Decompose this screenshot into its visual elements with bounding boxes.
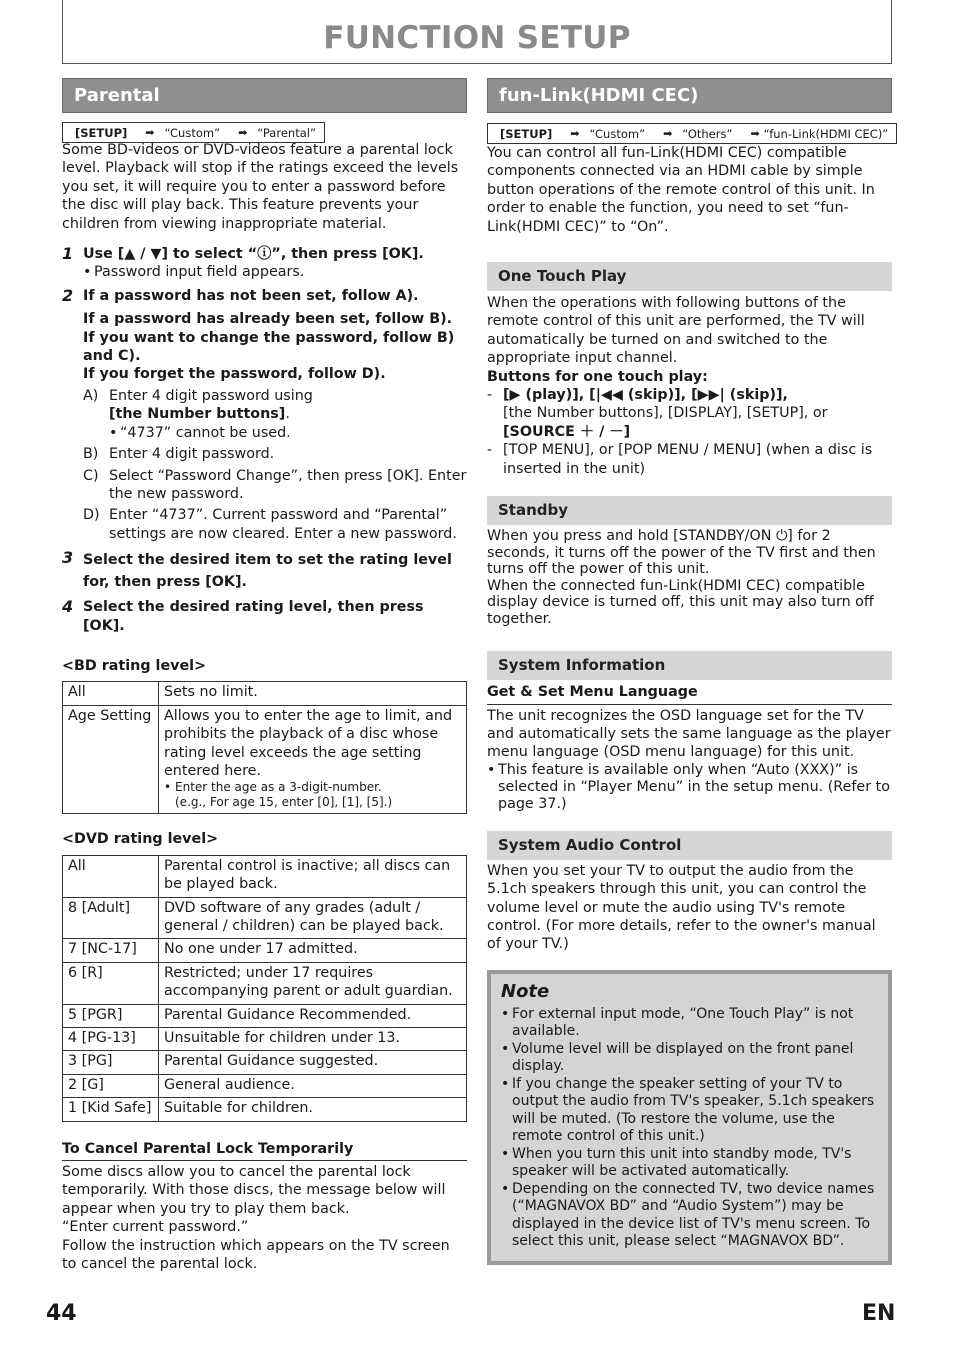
menu-language-heading: Get & Set Menu Language	[487, 683, 892, 704]
funlink-section-title: fun-Link(HDMI CEC)	[487, 78, 892, 113]
page-title-box	[62, 0, 892, 64]
page-title: FUNCTION SETUP	[323, 20, 631, 56]
table-row: 4 [PG-13] Unsuitable for children under 13.	[63, 1028, 467, 1051]
step-2: 2 If a password has not been set, follow A). If a password has already been set, follow B). If you want to change the password, follow B) and C). If you forget the password, follow D).	[62, 285, 455, 383]
cancel-lock-instruction: Follow the instruction which appears on the TV screen to cancel the parental lock.	[62, 1237, 450, 1273]
cancel-lock-message: “Enter current password.”	[62, 1219, 249, 1236]
parental-section-title: Parental	[62, 78, 467, 113]
standby-title: Standby	[487, 496, 892, 525]
table-row: 6 [R] Restricted; under 17 requires accompanying parent or adult guardian.	[63, 962, 467, 1004]
list-item: • This feature is available only when “Auto (XXX)” is selected in “Player Menu” in the setup menu. (Refer to page 37.)	[487, 761, 890, 812]
arrow-right-icon: ➡	[750, 126, 760, 140]
standby-text-1: When you press and hold [STANDBY/ON ⏻] for 2 seconds, it turns off the power of the TV first and then turns off the power of this unit.	[487, 528, 876, 578]
parental-intro: Some BD-videos or DVD-videos feature a parental lock level. Playback will stop if the ratings exceed the levels you set, it will require you to enter a password before the disc will play back. This feature prevents your children from viewing inappropriate material.	[62, 142, 459, 232]
cancel-lock-heading: To Cancel Parental Lock Temporarily	[62, 1140, 467, 1161]
cancel-lock-text: Some discs allow you to cancel the parental lock temporarily. With those discs, the message below will appear when you try to play them back.	[62, 1164, 446, 1217]
list-item: • Depending on the connected TV, two device names (“MAGNAVOX BD” and “Audio System”) may be displayed in the device list of TV's menu screen. To select this unit, please select “MAGNAVOX BD”.	[501, 1180, 875, 1250]
option-d: D) Enter “4737”. Current password and “Parental” settings are now cleared. Enter a new password.	[83, 507, 457, 542]
path-setup: [SETUP]	[500, 126, 553, 141]
note-box	[487, 970, 892, 1265]
list-item: • Enter the age as a 3-digit-number.	[164, 780, 382, 795]
path-setup: [SETUP]	[75, 125, 128, 140]
one-touch-play-title: One Touch Play	[487, 262, 892, 291]
list-item: - [TOP MENU], or [POP MENU / MENU] (when a disc is inserted in the unit)	[487, 442, 873, 477]
list-item: • For external input mode, “One Touch Play” is not available.	[501, 1005, 854, 1040]
list-item: • Password input field appears.	[83, 264, 305, 281]
list-item: • Volume level will be displayed on the front panel display.	[501, 1040, 854, 1075]
funlink-column	[487, 78, 892, 1265]
list-item: - [▶ (play)], [|◀◀ (skip)], [▶▶| (skip)], [the Number buttons], [DISPLAY], [SETUP], or [SOURCE ＋ / －]	[487, 387, 828, 440]
table-row: 5 [PGR] Parental Guidance Recommended.	[63, 1004, 467, 1027]
path-item: “Custom”	[164, 125, 221, 140]
step-4: 4 Select the desired rating level, then press [OK].	[62, 597, 424, 634]
system-information-text: The unit recognizes the OSD language set for the TV and automatically sets the same language as the player menu language (OSD menu language) for this unit.	[487, 707, 891, 761]
list-item: • When you turn this unit into standby mode, TV's speaker will be activated automatically.	[501, 1145, 852, 1180]
option-b: B) Enter 4 digit password.	[83, 446, 275, 463]
note-title: Note	[501, 980, 550, 1002]
table-row: 1 [Kid Safe] Suitable for children.	[63, 1098, 467, 1121]
option-a: A) Enter 4 digit password using [the Number buttons]. • “4737” cannot be used.	[83, 387, 313, 441]
table-row: 8 [Adult] DVD software of any grades (adult / general / children) can be played back.	[63, 897, 467, 939]
bd-rating-table	[62, 681, 467, 814]
system-information-title: System Information	[487, 651, 892, 680]
standby-text-2: When the connected fun-Link(HDMI CEC) compatible display device is turned off, this unit may also turn off together.	[487, 577, 874, 627]
buttons-heading: Buttons for one touch play:	[487, 368, 708, 385]
arrow-right-icon: ➡	[238, 125, 248, 139]
parental-menu-path	[62, 122, 325, 143]
bd-rating-heading: <BD rating level>	[62, 657, 207, 674]
parental-column	[62, 78, 467, 1274]
one-touch-play-text: When the operations with following buttons of the remote control of this unit are performed, the TV will automatically be turned on and switched to the appropriate input channel.	[487, 295, 865, 367]
system-audio-control-title: System Audio Control	[487, 831, 892, 860]
dvd-rating-table	[62, 855, 467, 1122]
table-row: 2 [G] General audience.	[63, 1074, 467, 1097]
path-item: “fun-Link(HDMI CEC)”	[763, 126, 889, 141]
option-c: C) Select “Password Change”, then press [OK]. Enter the new password.	[83, 467, 467, 502]
table-row: 3 [PG] Parental Guidance suggested.	[63, 1051, 467, 1074]
dvd-rating-heading: <DVD rating level>	[62, 831, 219, 848]
arrow-right-icon: ➡	[663, 126, 673, 140]
step-1: 1 Use [▲ / ▼] to select “ⓘ”, then press [OK]. • Password input field appears.	[62, 244, 424, 281]
table-row: Age Setting Allows you to enter the age to limit, and prohibits the playback of a disc whose rating level exceeds the age setting entered here. • Enter the age as a 3-digit-number. (e.g., For age 15, enter [0], [1], [5].)	[63, 705, 467, 814]
path-item: “Parental”	[257, 125, 316, 140]
path-item: “Others”	[682, 126, 733, 141]
table-row: 7 [NC-17] No one under 17 admitted.	[63, 939, 467, 962]
path-item: “Custom”	[589, 126, 646, 141]
arrow-right-icon: ➡	[145, 125, 155, 139]
funlink-menu-path	[487, 123, 897, 144]
language-code: EN	[862, 1301, 896, 1326]
funlink-intro: You can control all fun-Link(HDMI CEC) compatible components connected via an HDMI cable by simple button operations of the remote control of this unit. In order to enable the function, you need to set “fun-Link(HDMI CEC)” to “On”.	[487, 145, 875, 235]
arrow-right-icon: ➡	[570, 126, 580, 140]
list-item: • If you change the speaker setting of your TV to output the audio from TV's speaker, 5.1ch speakers will be muted. (To restore the volume, use the remote control of this unit.)	[501, 1075, 875, 1145]
table-row: All Sets no limit.	[63, 682, 467, 705]
step-3: 3 Select the desired item to set the rating level for, then press [OK].	[62, 548, 452, 591]
table-row: All Parental control is inactive; all discs can be played back.	[63, 855, 467, 897]
list-item: • “4737” cannot be used.	[109, 424, 291, 441]
system-audio-control-text: When you set your TV to output the audio from the 5.1ch speakers through this unit, you can control the volume level or mute the audio using TV's remote control. (For more details, refer to the owner's manual of your TV.)	[487, 862, 876, 953]
page-number: 44	[46, 1301, 77, 1326]
